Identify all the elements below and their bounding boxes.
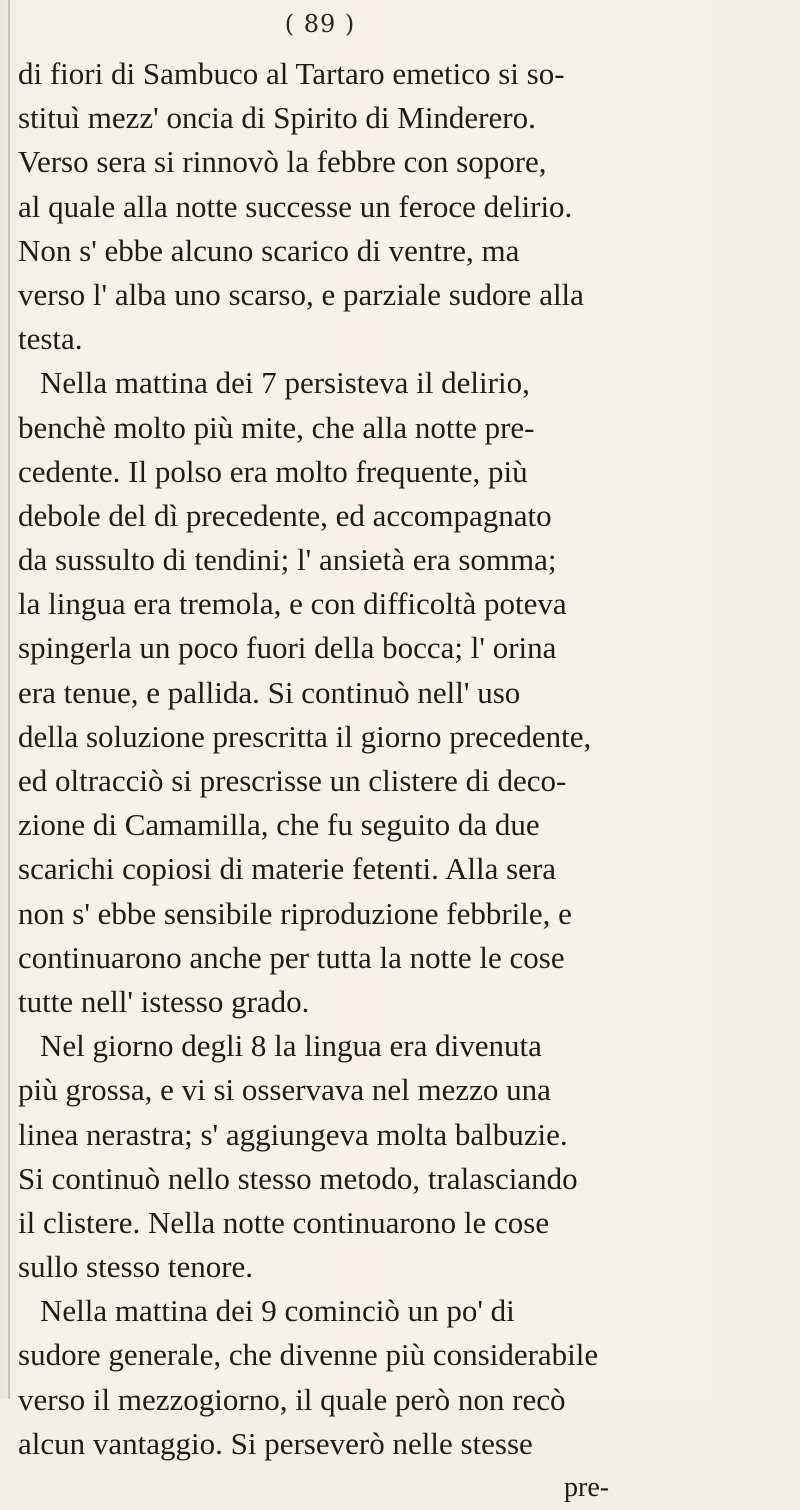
text-line: verso il mezzogiorno, il quale però non recò — [18, 1381, 566, 1417]
text-line: scarichi copiosi di materie fetenti. Alla sera — [18, 851, 556, 887]
text-line: zione di Camamilla, che fu seguito da due — [18, 807, 540, 843]
text-line: ed oltracciò si prescrisse un clistere di deco- — [18, 763, 567, 798]
text-line: benchè molto più mite, che alla notte pre- — [18, 409, 535, 445]
text-line: alcun vantaggio. Si perseverò nelle stesse — [18, 1425, 533, 1461]
text-line: debole del dì precedente, ed accompagnato — [18, 497, 552, 533]
text-line: Verso sera si rinnovò la febbre con sopore, — [18, 144, 547, 180]
text-line: la lingua era tremola, e con difficoltà poteva — [18, 586, 567, 622]
text-line: Nella mattina dei 9 cominciò un po' di — [40, 1293, 515, 1329]
text-line: Nel giorno degli 8 la lingua era divenuta — [40, 1028, 542, 1064]
text-line: linea nerastra; s' aggiungeva molta balbuzie. — [18, 1116, 568, 1152]
text-line: non s' ebbe sensibile riproduzione febbrile, e — [18, 895, 572, 931]
text-line: della soluzione prescritta il giorno precedente, — [18, 718, 592, 754]
text-line: Si continuò nello stesso metodo, tralasciando — [18, 1160, 578, 1196]
text-line: sudore generale, che divenne più considerabile — [18, 1337, 599, 1373]
text-line: Nella mattina dei 7 persisteva il delirio, — [40, 365, 530, 401]
text-line: di fiori di Sambuco al Tartaro emetico si so- — [18, 56, 565, 91]
text-line: il clistere. Nella notte continuarono le cose — [18, 1204, 550, 1240]
text-line: continuarono anche per tutta la notte le cose — [18, 939, 565, 975]
text-line: era tenue, e pallida. Si continuò nell' uso — [18, 674, 521, 710]
text-line: spingerla un poco fuori della bocca; l' orina — [18, 630, 557, 666]
page-number: ( 89 ) — [284, 10, 356, 38]
page-binding-edge — [8, 0, 10, 1399]
text-line: al quale alla notte successe un feroce delirio. — [18, 188, 573, 224]
catchword: pre- — [564, 1472, 610, 1503]
text-line: più grossa, e vi si osservava nel mezzo una — [18, 1072, 551, 1108]
text-line: stituì mezz' oncia di Spirito di Minderero. — [18, 100, 536, 136]
body-text — [18, 52, 783, 1510]
text-line: verso l' alba uno scarso, e parziale sudore alla — [18, 276, 584, 312]
text-line: testa. — [18, 321, 83, 357]
text-line: cedente. Il polso era molto frequente, più — [18, 453, 528, 489]
text-line: da sussulto di tendini; l' ansietà era somma; — [18, 542, 557, 578]
text-line: tutte nell' istesso grado. — [18, 983, 310, 1019]
text-line: Non s' ebbe alcuno scarico di ventre, ma — [18, 232, 520, 268]
text-line: sullo stesso tenore. — [18, 1249, 254, 1285]
